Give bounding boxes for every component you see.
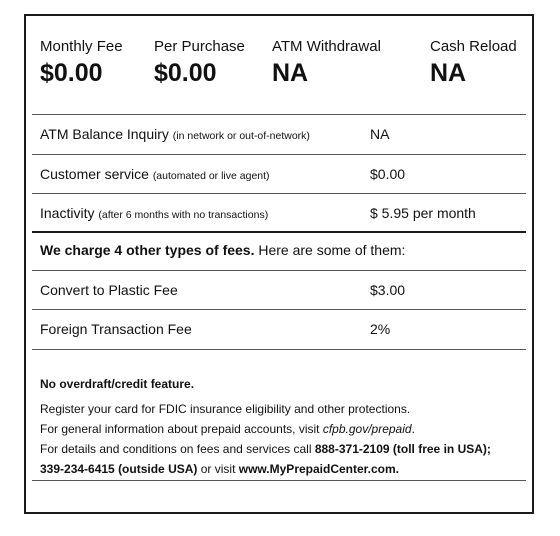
row-value: 2% (370, 321, 391, 337)
per-purchase-fee (154, 38, 245, 88)
monthly-fee-amount: $0.00 (40, 59, 103, 87)
atm-withdrawal-label: ATM Withdrawal (272, 38, 381, 55)
fee-row-convert-to-plastic (40, 271, 522, 309)
divider (32, 349, 526, 350)
cash-reload-amount: NA (430, 59, 467, 87)
phone-numbers: 888-371-2109 (toll free in USA); 339-234-6415 (outside USA) (40, 442, 491, 476)
row-name: ATM Balance Inquiry (40, 126, 169, 142)
other-fees-statement (40, 242, 405, 258)
row-value: NA (370, 126, 390, 142)
row-name: Inactivity (40, 205, 95, 221)
fee-row-atm-balance (40, 115, 522, 153)
row-note: (in network or out-of-network) (172, 130, 310, 142)
fee-row-inactivity (40, 194, 522, 232)
monthly-fee (40, 38, 123, 88)
section-divider (32, 231, 526, 233)
cash-reload-fee (430, 38, 517, 88)
row-name: Convert to Plastic Fee (40, 282, 178, 298)
other-fees-count: We charge 4 other types of fees. (40, 242, 255, 258)
other-fees-intro: Here are some of them: (254, 242, 406, 258)
row-value: $0.00 (370, 166, 406, 182)
atm-withdrawal-fee (272, 38, 381, 88)
row-value: $ 5.95 per month (370, 205, 476, 221)
row-name: Customer service (40, 166, 149, 182)
contact-notice: For details and conditions on fees and services call 888-371-2109 (toll free in USA); 339-234-6415 (outside USA) or visit www.MyPrepaidCenter.com. (40, 442, 491, 476)
no-overdraft-notice: No overdraft/credit feature. (40, 377, 195, 391)
website-link[interactable]: www.MyPrepaidCenter.com. (238, 462, 400, 476)
fee-disclosure-card (24, 14, 534, 514)
fdic-notice: Register your card for FDIC insurance eligibility and other protections. (40, 402, 411, 416)
row-value: $3.00 (370, 282, 406, 298)
row-note: (automated or live agent) (152, 170, 270, 182)
row-note: (after 6 months with no transactions) (98, 209, 269, 221)
divider (32, 480, 526, 481)
per-purchase-amount: $0.00 (154, 59, 217, 87)
fee-row-foreign-transaction (40, 310, 522, 348)
monthly-fee-label: Monthly Fee (40, 38, 123, 55)
row-name: Foreign Transaction Fee (40, 321, 192, 337)
cfpb-notice: For general information about prepaid accounts, visit cfpb.gov/prepaid. (40, 422, 415, 436)
fee-row-customer-service (40, 155, 522, 193)
cfpb-link[interactable]: cfpb.gov/prepaid (322, 422, 412, 436)
atm-withdrawal-amount: NA (272, 59, 309, 87)
disclosure-notes (40, 374, 518, 479)
short-form-fees (26, 38, 532, 98)
cash-reload-label: Cash Reload (430, 38, 517, 55)
per-purchase-label: Per Purchase (154, 38, 245, 55)
